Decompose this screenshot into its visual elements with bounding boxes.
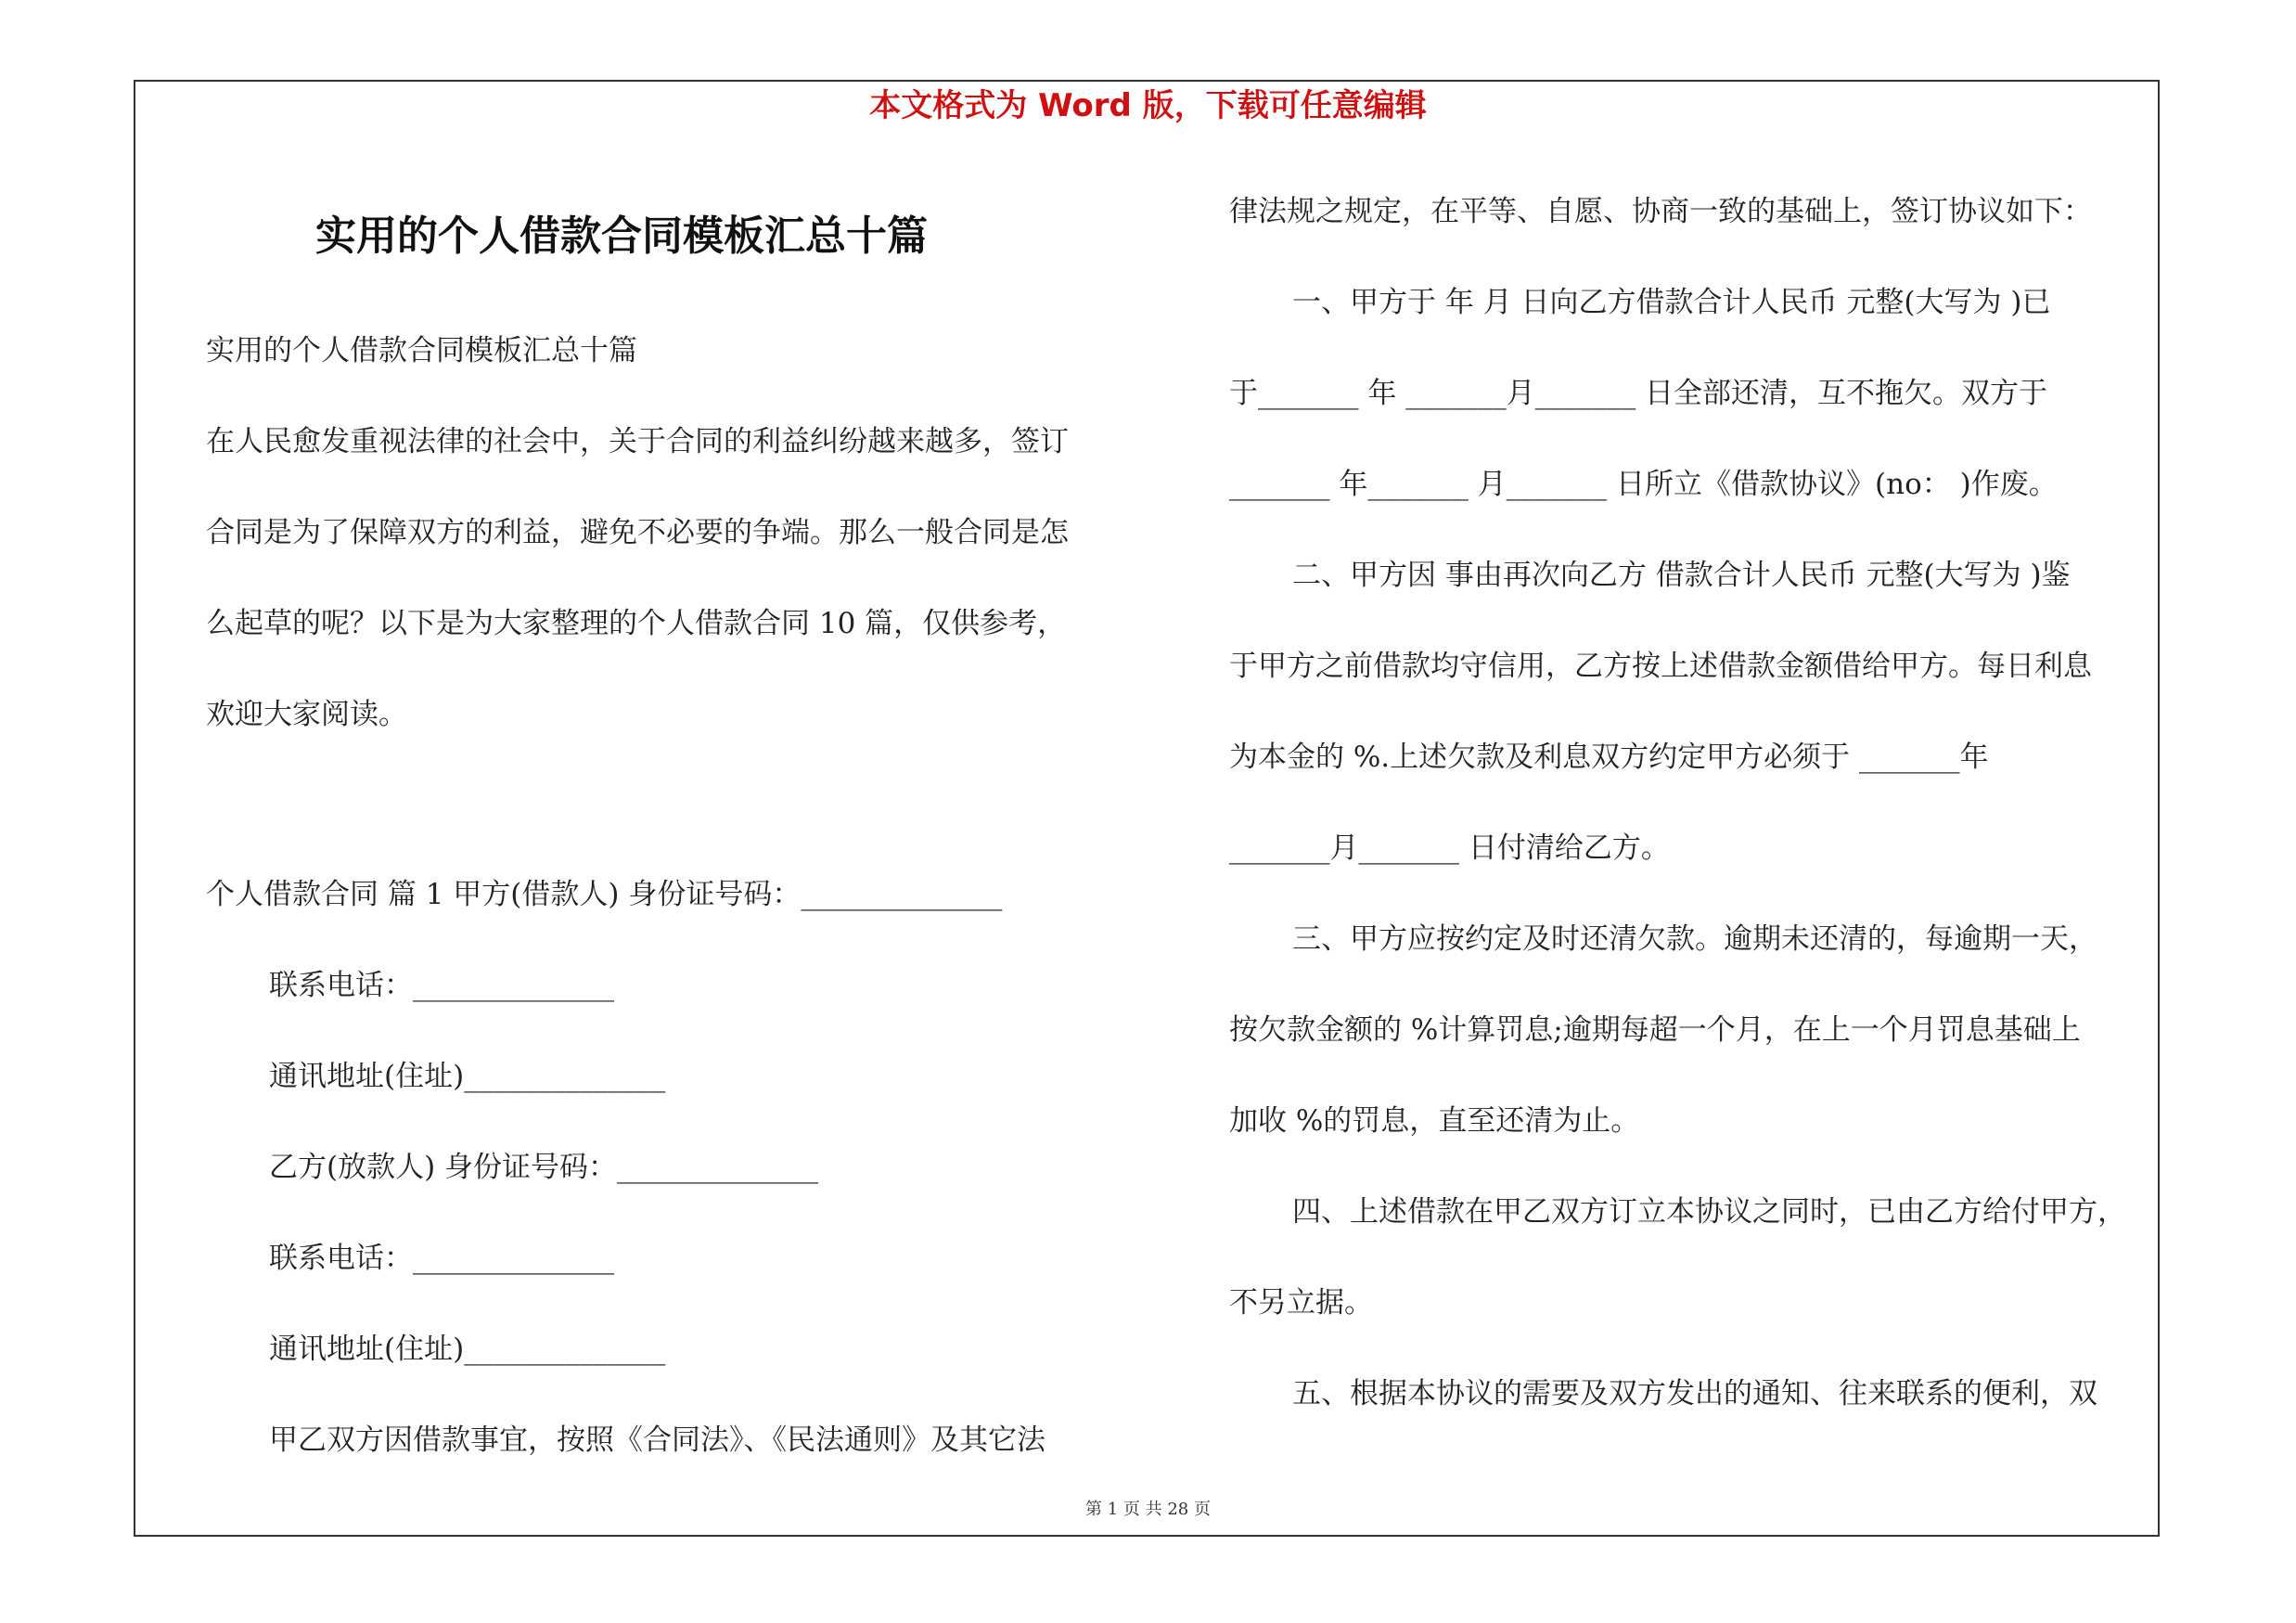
left-line-preamble: 甲乙双方因借款事宜，按照《合同法》、《民法通则》及其它法 bbox=[269, 1423, 1045, 1457]
right-line-clause-3b: 按欠款金额的 %计算罚息;逾期每超一个月，在上一个月罚息基础上 bbox=[1229, 1013, 2081, 1047]
left-line-party-b-id: 乙方(放款人) 身份证号码：______________ bbox=[269, 1151, 819, 1184]
right-line-clause-1b: 于_______ 年 _______月_______ 日全部还清，互不拖欠。双方于 bbox=[1229, 377, 2048, 410]
left-line-intro-4: 欢迎大家阅读。 bbox=[206, 698, 407, 731]
right-line-clause-4b: 不另立据。 bbox=[1229, 1286, 1373, 1320]
left-line-party-a-address: 通讯地址(住址)______________ bbox=[269, 1060, 666, 1093]
left-line-contract-heading: 个人借款合同 篇 1 甲方(借款人) 身份证号码：______________ bbox=[206, 878, 1003, 911]
word-format-banner: 本文格式为 Word 版，下载可任意编辑 bbox=[869, 87, 1427, 124]
right-line-clause-1a: 一、甲方于 年 月 日向乙方借款合计人民币 元整(大写为 )已 bbox=[1292, 286, 2051, 319]
left-line-party-a-phone: 联系电话：______________ bbox=[269, 969, 614, 1002]
right-line-clause-2b: 于甲方之前借款均守信用，乙方按上述借款金额借给甲方。每日利息 bbox=[1229, 650, 2092, 683]
right-line-clause-2c: 为本金的 %.上述欠款及利息双方约定甲方必须于 _______年 bbox=[1229, 741, 1989, 774]
right-line-clause-2d: _______月_______ 日付清给乙方。 bbox=[1229, 831, 1670, 865]
right-line-clause-3a: 三、甲方应按约定及时还清欠款。逾期未还清的，每逾期一天， bbox=[1292, 922, 2097, 956]
left-line-party-b-phone: 联系电话：______________ bbox=[269, 1242, 614, 1275]
left-line-intro-3: 么起草的呢？以下是为大家整理的个人借款合同 10 篇，仅供参考， bbox=[206, 607, 1067, 640]
right-line-1: 律法规之规定，在平等、自愿、协商一致的基础上，签订协议如下： bbox=[1229, 195, 2092, 228]
right-line-clause-1c: _______ 年_______ 月_______ 日所立《借款协议》(no： )作废。 bbox=[1229, 468, 2058, 501]
page-number-footer: 第 1 页 共 28 页 bbox=[1085, 1500, 1211, 1519]
left-line-intro-2: 合同是为了保障双方的利益，避免不必要的争端。那么一般合同是怎 bbox=[206, 516, 1069, 549]
left-line-party-b-address: 通讯地址(住址)______________ bbox=[269, 1333, 666, 1366]
left-line-intro-1: 在人民愈发重视法律的社会中，关于合同的利益纠纷越来越多，签订 bbox=[206, 425, 1069, 458]
left-line-subtitle: 实用的个人借款合同模板汇总十篇 bbox=[206, 334, 637, 367]
right-line-clause-5a: 五、根据本协议的需要及双方发出的通知、往来联系的便利，双 bbox=[1292, 1377, 2097, 1410]
right-line-clause-2a: 二、甲方因 事由再次向乙方 借款合计人民币 元整(大写为 )鉴 bbox=[1292, 559, 2071, 592]
document-title: 实用的个人借款合同模板汇总十篇 bbox=[315, 213, 928, 260]
right-line-clause-3c: 加收 %的罚息，直至还清为止。 bbox=[1229, 1104, 1640, 1138]
right-line-clause-4a: 四、上述借款在甲乙双方订立本协议之同时，已由乙方给付甲方， bbox=[1292, 1195, 2126, 1229]
